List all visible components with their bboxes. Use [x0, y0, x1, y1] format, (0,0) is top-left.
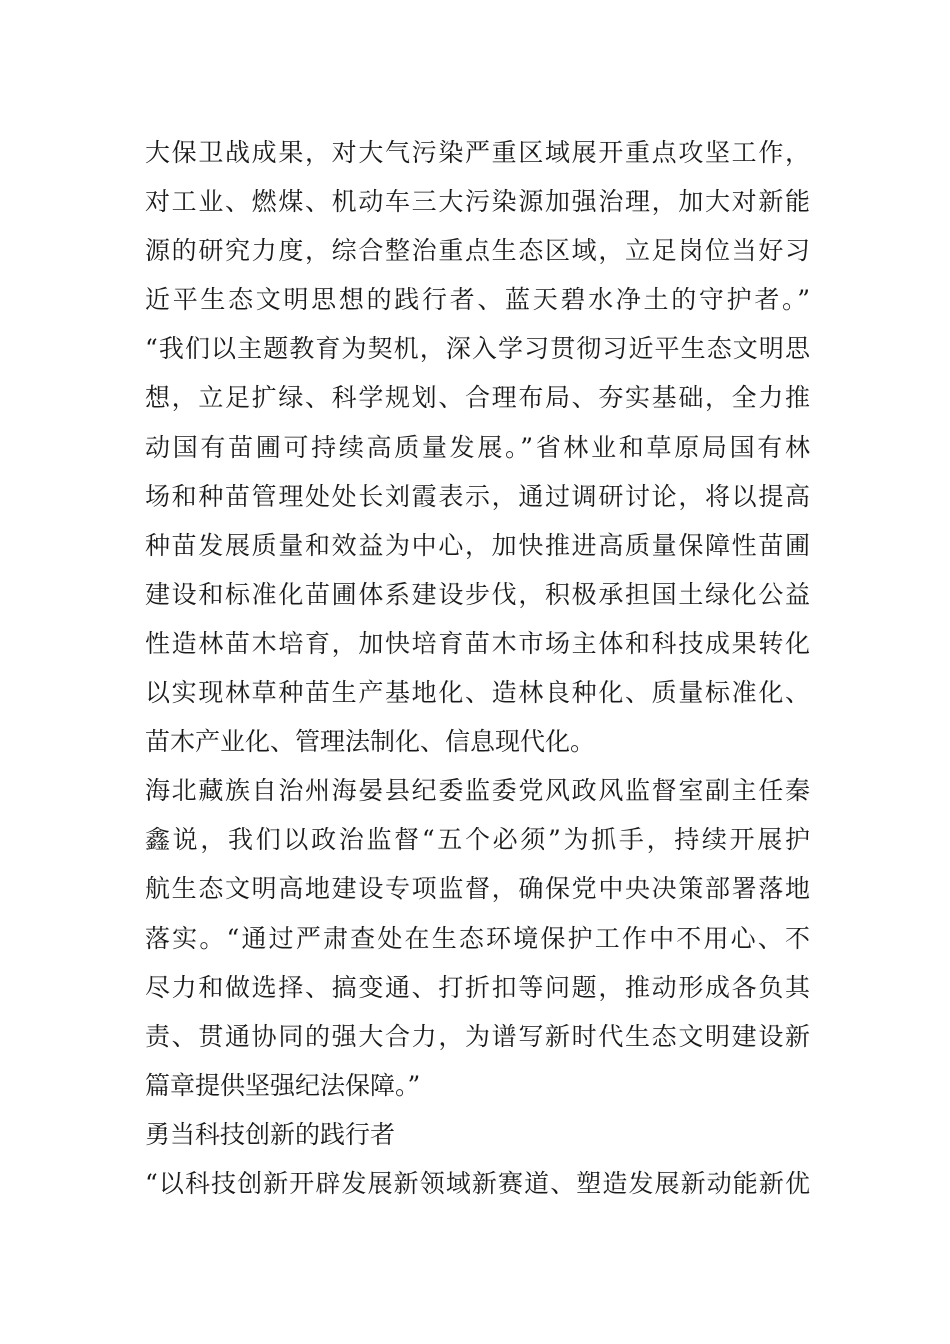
section-heading: 勇当科技创新的践行者 — [145, 1119, 396, 1149]
text-line: 落实。“通过严肃查处在生态环境保护工作中不用心、不 — [145, 923, 810, 953]
paragraph-end-line: 苗木产业化、管理法制化、信息现代化。 — [145, 727, 596, 757]
text-line: 动国有苗圃可持续高质量发展。”省林业和草原局国有林 — [145, 432, 810, 462]
text-line: 海北藏族自治州海晏县纪委监委党风政风监督室副主任秦 — [145, 776, 810, 806]
text-line: 建设和标准化苗圃体系建设步伐，积极承担国土绿化公益 — [145, 579, 810, 609]
text-line: 尽力和做选择、搞变通、打折扣等问题，推动形成各负其 — [145, 972, 810, 1002]
text-line: 责、贯通协同的强大合力，为谱写新时代生态文明建设新 — [145, 1021, 810, 1051]
text-line: 鑫说，我们以政治监督“五个必须”为抓手，持续开展护 — [145, 825, 810, 855]
text-line: 以实现林草种苗生产基地化、造林良种化、质量标准化、 — [145, 678, 810, 708]
text-line: 源的研究力度，综合整治重点生态区域，立足岗位当好习 — [145, 236, 810, 266]
paragraph-end-line: 篇章提供坚强纪法保障。” — [145, 1070, 421, 1100]
text-line: 场和种苗管理处处长刘霞表示，通过调研讨论，将以提高 — [145, 481, 810, 511]
text-line: 种苗发展质量和效益为中心，加快推进高质量保障性苗圃 — [145, 530, 810, 560]
text-line: 性造林苗木培育，加快培育苗木市场主体和科技成果转化 — [145, 628, 810, 658]
text-line: 大保卫战成果，对大气污染严重区域展开重点攻坚工作， — [145, 138, 810, 167]
text-line: 对工业、燃煤、机动车三大污染源加强治理，加大对新能 — [145, 187, 810, 217]
text-line: “我们以主题教育为契机，深入学习贯彻习近平生态文明思 — [145, 334, 810, 364]
document-body — [145, 128, 810, 1208]
text-line: 想，立足扩绿、科学规划、合理布局、夯实基础，全力推 — [145, 383, 810, 413]
text-line: 近平生态文明思想的践行者、蓝天碧水净土的守护者。” — [145, 285, 810, 315]
text-line: “以科技创新开辟发展新领域新赛道、塑造发展新动能新优 — [145, 1168, 810, 1198]
text-line: 航生态文明高地建设专项监督，确保党中央决策部署落地 — [145, 874, 810, 904]
